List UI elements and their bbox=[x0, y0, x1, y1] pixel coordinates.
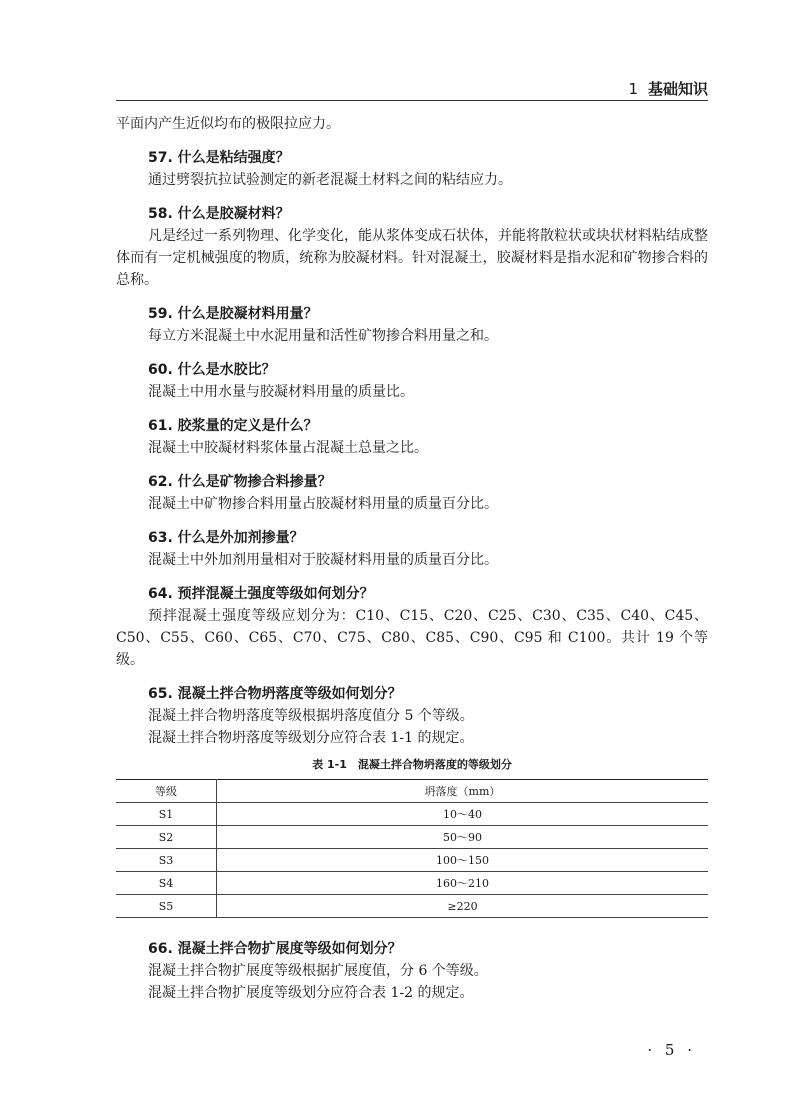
question-66: 66. 混凝土拌合物扩展度等级如何划分？ bbox=[148, 941, 402, 957]
answer-66-line-1: 混凝土拌合物扩展度等级根据扩展度值，分 6 个等级。 bbox=[148, 963, 488, 979]
chapter-heading bbox=[628, 78, 708, 99]
page-body bbox=[116, 113, 708, 1004]
table-cell-slump: 10～40 bbox=[217, 803, 709, 826]
table-cell-slump: 100～150 bbox=[217, 849, 709, 872]
answer-59: 每立方米混凝土中水泥用量和活性矿物掺合料用量之和。 bbox=[148, 328, 498, 344]
table-header-row bbox=[116, 780, 708, 803]
chapter-number: 1 bbox=[628, 80, 638, 98]
chapter-title: 基础知识 bbox=[647, 80, 708, 98]
slump-grade-table bbox=[116, 779, 708, 918]
question-61: 61. 胶浆量的定义是什么？ bbox=[148, 418, 318, 434]
page-number: · 5 · bbox=[647, 1041, 696, 1059]
answer-62: 混凝土中矿物掺合料用量占胶凝材料用量的质量百分比。 bbox=[148, 496, 498, 512]
table-caption: 表 1-1 混凝土拌合物坍落度的等级划分 bbox=[312, 758, 512, 771]
table-cell-grade: S4 bbox=[116, 872, 217, 895]
running-header bbox=[116, 78, 708, 100]
answer-63: 混凝土中外加剂用量相对于胶凝材料用量的质量百分比。 bbox=[148, 552, 498, 568]
table-cell-grade: S3 bbox=[116, 849, 217, 872]
table-header-grade: 等级 bbox=[116, 780, 217, 803]
answer-57: 通过劈裂抗拉试验测定的新老混凝土材料之间的粘结应力。 bbox=[148, 172, 512, 188]
answer-65-line-1: 混凝土拌合物坍落度等级根据坍落度值分 5 个等级。 bbox=[148, 708, 474, 724]
table-row bbox=[116, 895, 708, 918]
question-64: 64. 预拌混凝土强度等级如何划分？ bbox=[148, 586, 374, 602]
table-cell-grade: S1 bbox=[116, 803, 217, 826]
table-header-slump: 坍落度（mm） bbox=[217, 780, 709, 803]
continuation-text: 平面内产生近似均布的极限拉应力。 bbox=[116, 116, 340, 132]
question-60: 60. 什么是水胶比？ bbox=[148, 362, 276, 378]
table-cell-grade: S5 bbox=[116, 895, 217, 918]
table-cell-slump: 160～210 bbox=[217, 872, 709, 895]
table-cell-slump: ≥220 bbox=[217, 895, 709, 918]
question-57: 57. 什么是粘结强度？ bbox=[148, 150, 290, 166]
answer-58: 凡是经过一系列物理、化学变化，能从浆体变成石状体，并能将散粒状或块状材料粘结成整体而有一定机械强度的物质，统称为胶凝材料。针对混凝土，胶凝材料是指水泥和矿物掺合料的总称。 bbox=[116, 228, 708, 288]
answer-64: 预拌混凝土强度等级应划分为：C10、C15、C20、C25、C30、C35、C40、C45、C50、C55、C60、C65、C70、C75、C80、C85、C90、C95 和 C100。共计 19 个等级。 bbox=[116, 608, 708, 668]
table-cell-slump: 50～90 bbox=[217, 826, 709, 849]
table-row bbox=[116, 872, 708, 895]
answer-61: 混凝土中胶凝材料浆体量占混凝土总量之比。 bbox=[148, 440, 428, 456]
question-63: 63. 什么是外加剂掺量？ bbox=[148, 530, 304, 546]
answer-65-line-2: 混凝土拌合物坍落度等级划分应符合表 1-1 的规定。 bbox=[148, 730, 474, 746]
answer-66-line-2: 混凝土拌合物扩展度等级划分应符合表 1-2 的规定。 bbox=[148, 985, 474, 1001]
table-row bbox=[116, 826, 708, 849]
question-62: 62. 什么是矿物掺合料掺量？ bbox=[148, 474, 332, 490]
question-65: 65. 混凝土拌合物坍落度等级如何划分？ bbox=[148, 686, 402, 702]
table-cell-grade: S2 bbox=[116, 826, 217, 849]
question-58: 58. 什么是胶凝材料？ bbox=[148, 206, 290, 222]
answer-60: 混凝土中用水量与胶凝材料用量的质量比。 bbox=[148, 384, 414, 400]
question-59: 59. 什么是胶凝材料用量？ bbox=[148, 306, 318, 322]
header-rule bbox=[116, 100, 708, 101]
table-row bbox=[116, 849, 708, 872]
table-row bbox=[116, 803, 708, 826]
